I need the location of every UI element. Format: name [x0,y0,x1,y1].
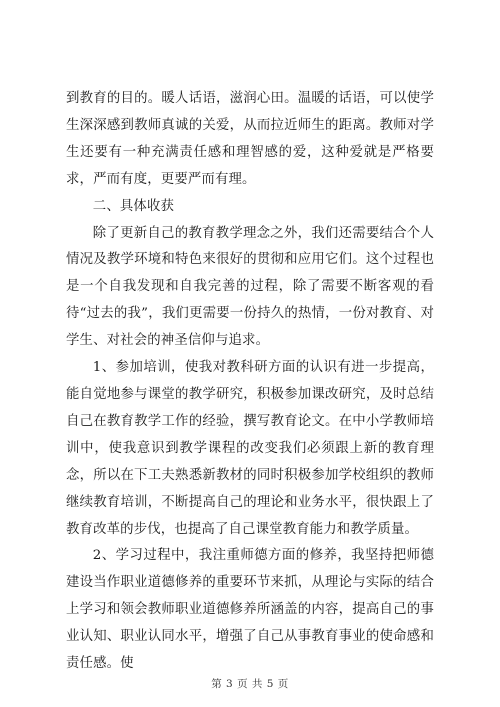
document-body [66,86,434,678]
paragraph-item-2: 2、学习过程中，我注重师德方面的修养，我坚持把师德建设当作职业道德修养的重要环节来抓，从理论与实际的结合上学习和领会教师职业道德修养所涵盖的内容，提高自己的事业认知、职业认同水平，增强了自己从事教育事业的使命感和责任感。使 [66,548,434,672]
page-number-footer: 第 3 页 共 5 页 [211,678,289,690]
section-heading: 二、具体收获 [92,198,175,214]
paragraph-continuation: 到教育的目的。暖人话语，滋润心田。温暖的话语，可以使学生深深感到教师真诚的关爱，从而拉近师生的距离。教师对学生还要有一种充满责任感和理智感的爱，这种爱就是严格要求，严而有度，更要严而有理。 [66,91,434,187]
paragraph-intro: 除了更新自己的教育教学理念之外，我们还需要结合个人情况及教学环境和特色来很好的贯彻和应用它们。这个过程也是一个自我发现和自我完善的过程，除了需要不断客观的看待“过去的我”，我们更需要一份持久的热情，一份对教育、对学生、对社会的神圣信仰与追求。 [66,225,434,349]
paragraph-item-1: 1、参加培训，使我对教科研方面的认识有进一步提高，能自觉地参与课堂的教学研究，积极参加课改研究，及时总结自己在教育教学工作的经验，撰写教育论文。在中小学教师培训中，使我意识到教学课程的改变我们必须跟上新的教育理念，所以在下工夫熟悉新教材的同时积极参加学校组织的教师继续教育培训，不断提高自己的理论和业务水平，很快跟上了教育改革的步伐，也提高了自己课堂教育能力和教学质量。 [66,360,434,537]
